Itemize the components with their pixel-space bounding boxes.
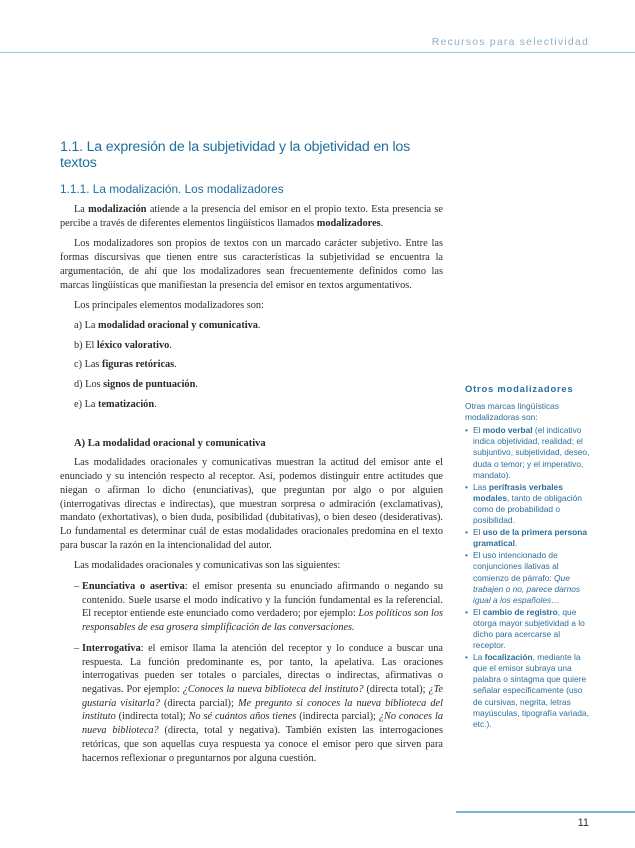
sidebar-list-item: • Las perífrasis verbales modales, tanto de obligación como de probabilidad o posibilidad. (465, 482, 593, 526)
subsection-heading: 1.1.1. La modalización. Los modalizadores (60, 182, 284, 196)
list-item: a) La modalidad oracional y comunicativa. (74, 319, 261, 331)
list-item: e) La tematización. (74, 398, 157, 410)
section-heading: 1.1. La expresión de la subjetividad y la objetividad en los textos (60, 139, 411, 171)
sidebar-list-item: • El modo verbal (el indicativo indica objetividad, realidad; el subjuntivo, subjetividad, deseo, duda o temor; y el imperativo, mandato). (465, 425, 593, 480)
sidebar-otros-modalizadores (465, 383, 593, 731)
sidebar-list-item: • El cambio de registro, que otorga mayor subjetividad a lo dicho para acercarse al receptor. (465, 607, 593, 651)
running-header: Recursos para selectividad (431, 36, 589, 48)
list-item: b) El léxico valorativo. (74, 339, 172, 351)
sidebar-rule (456, 811, 635, 813)
sidebar-title: Otros modalizadores (465, 383, 574, 394)
sidebar-list-item: • El uso de la primera persona gramatical. (465, 527, 593, 549)
sidebar-list (465, 425, 593, 730)
page-number: 11 (577, 817, 589, 829)
paragraph-principales: Los principales elementos modalizadores son: (74, 300, 264, 312)
interrogativa-item: – Interrogativa: el emisor llama la atención del receptor y lo conduce a buscar una respuesta. La función predominante es, por tanto, la apelativa. Las oraciones interrogativas pueden ser totales o parciales, directas o indirectas, afirmativas o negativas. Por ejemplo: ¿Conoces la nueva biblioteca del instituto? (directa total); ¿Te gustaría visitarla? (directa parcial); Me pregunto si conoces la nueva biblioteca del instituto (indirecta total); No sé cuántos años tienes (indirecta parcial); ¿No conoces la nueva biblioteca? (directa, total y negativa). También existen las interrogaciones retóricas, que son aquellas cuya respuesta ya conoce el emisor pero que sirven para hacernos reflexionar o preguntarnos por alguna cuestión. (60, 642, 443, 765)
list-item: c) Las figuras retóricas. (74, 359, 177, 371)
sidebar-intro: Otras marcas lingüísticas modalizadoras son: (465, 401, 560, 423)
paragraph-modalizadores: Los modalizadores son propios de textos con un marcado carácter subjetivo. Entre las formas discursivas que tienen entre sus características la subjetividad se encuentra la argumentación, de ahí que los modalizadores sean frecuentemente definidos como las marcas lingüísticas que manifiestan la presencia del emisor en textos argumentativos. (60, 238, 443, 291)
sidebar-list-item: • La focalización, mediante la que el emisor subraya una palabra o sintagma que quiere señalar específicamente (uso de cursivas, negrita, letras mayúsculas, tipografía variada, etc.). (465, 652, 593, 730)
section-a-title: A) La modalidad oracional y comunicativa (74, 438, 266, 450)
header-rule (0, 52, 635, 53)
main-column (60, 139, 443, 765)
list-item: d) Los signos de puntuación. (74, 379, 198, 391)
paragraph-siguientes: Las modalidades oracionales y comunicativas son las siguientes: (74, 560, 341, 572)
modalizer-list (60, 319, 443, 412)
paragraph-modalizacion: La modalización atiende a la presencia del emisor en el propio texto. Esta presencia se percibe a través de diferentes elementos lingüísticos llamados modalizadores. (60, 204, 443, 229)
paragraph-modalidades: Las modalidades oracionales y comunicativas muestran la actitud del emisor ante el enunciado y su intención respecto al receptor. Así, podemos distinguir entre actitudes que niegan o afirman lo dicho (enunciativas), que preguntan por algo o por alguien (interrogativas directas e indirectas), que muestran sorpresa o admiración (exclamativas), mandato (exhortativas), o bien duda, posibilidad (dubitativas), o bien deseo (desiderativas). Lo fundamental es determinar cuál de estas modalidades oracionales predomina en el texto para buscar la razón en la intencionalidad del autor. (60, 457, 443, 551)
enunciativa-item: – Enunciativa o asertiva: el emisor presenta su enunciado afirmando o negando su contenido. Suele usarse el modo indicativo y la función fundamental es la referencial. El receptor entiende este enunciado como verdadero; por ejemplo: Los políticos son los responsables de esa grosera simplificación de las conversaciones. (60, 580, 443, 635)
sidebar-list-item: • El uso intencionado de conjunciones ilativas al comienzo de párrafo: Que trabajen o no, parece darnos igual a los españoles… (465, 550, 593, 605)
